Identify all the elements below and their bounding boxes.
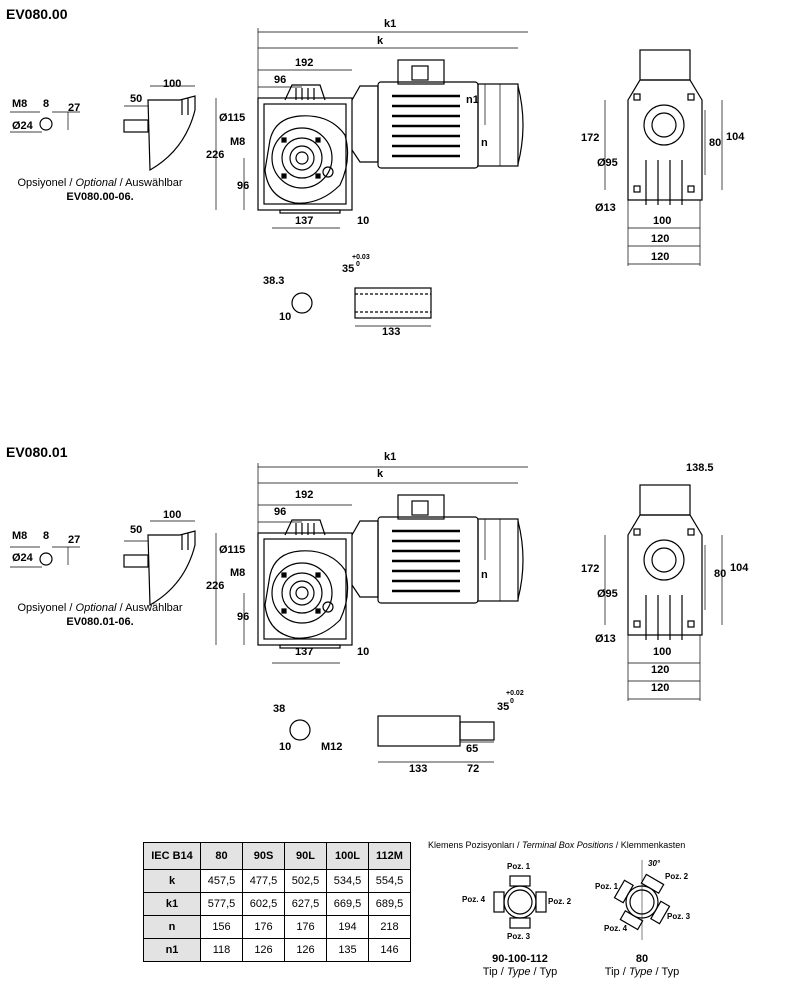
- tip-en: Type: [506, 966, 531, 978]
- table-header: 90L: [285, 843, 327, 870]
- position-label: Poz. 1: [595, 882, 619, 891]
- dim-label: 80: [714, 568, 727, 580]
- tolerance-upper: +0.03: [352, 254, 370, 261]
- dim-label: 137: [295, 215, 314, 227]
- tip-de: / Typ: [652, 966, 680, 978]
- dim-label: Ø115: [219, 112, 246, 124]
- tolerance-lower: 0: [510, 698, 514, 705]
- dim-label: 27: [68, 534, 81, 546]
- optional-caption: [0, 601, 200, 629]
- dim-label: 120: [651, 251, 670, 263]
- dim-label: 120: [651, 664, 670, 676]
- dim-label: 133: [409, 763, 428, 775]
- dim-label: 104: [726, 131, 745, 143]
- hollow-shaft-drawing: [292, 288, 431, 326]
- position-label: Poz. 4: [604, 924, 628, 933]
- caption-en: Optional: [75, 177, 117, 189]
- dim-label: Ø24: [12, 120, 33, 132]
- cell: 146: [369, 939, 411, 962]
- table-row: [144, 893, 411, 916]
- tip-de: / Typ: [530, 966, 558, 978]
- dim-label: 35: [497, 701, 510, 713]
- dim-label: 35: [342, 263, 355, 275]
- dim-label: 226: [206, 149, 225, 161]
- table-header-row: [144, 843, 411, 870]
- row-label: n1: [144, 939, 201, 962]
- ev08000-drawing: [10, 28, 722, 266]
- dim-label: Ø24: [12, 552, 33, 564]
- dim-label: 172: [581, 563, 600, 575]
- type-code: 80: [635, 953, 649, 965]
- cell: 176: [285, 916, 327, 939]
- position-label: Poz. 4: [462, 895, 486, 904]
- angle-label: 30°: [648, 859, 661, 868]
- dim-label: 226: [206, 580, 225, 592]
- dim-label: 192: [295, 57, 314, 69]
- dim-label: M8: [230, 136, 246, 148]
- ev08001-drawing: [10, 463, 722, 701]
- dim-label: 10: [357, 215, 370, 227]
- cell: 689,5: [369, 893, 411, 916]
- dim-label: 38.3: [263, 275, 285, 287]
- caption-code: EV080.00-06.: [66, 191, 134, 203]
- cell: 627,5: [285, 893, 327, 916]
- caption-de: / Auswählbar: [116, 602, 183, 614]
- dim-label: 80: [709, 137, 722, 149]
- dim-label: 72: [467, 763, 480, 775]
- title-tr: Klemens Pozisyonları /: [428, 840, 523, 850]
- dim-label: 100: [653, 646, 672, 658]
- tolerance-upper: +0.02: [506, 690, 524, 697]
- dim-label: 50: [130, 524, 143, 536]
- dim-label: 27: [68, 102, 81, 114]
- dim-label: M8: [230, 567, 246, 579]
- table-row: [144, 939, 411, 962]
- cell: 126: [285, 939, 327, 962]
- tip-tr: Tip /: [482, 966, 507, 978]
- cell: 118: [201, 939, 243, 962]
- terminal-box-diagrams: [494, 860, 678, 940]
- dim-label: M8: [12, 98, 28, 110]
- cell: 126: [243, 939, 285, 962]
- cell: 457,5: [201, 870, 243, 893]
- dim-label: 96: [274, 74, 287, 86]
- dim-label: 192: [295, 489, 314, 501]
- caption-tr: Opsiyonel /: [17, 177, 76, 189]
- dim-label: 137: [295, 646, 314, 658]
- iec-dimensions-table: [143, 842, 411, 962]
- table-header: 112M: [369, 843, 411, 870]
- cell: 194: [327, 916, 369, 939]
- table-header: IEC B14: [144, 843, 201, 870]
- table-header: 90S: [243, 843, 285, 870]
- terminal-box-title: [428, 840, 685, 850]
- solid-shaft-drawing: [290, 716, 494, 762]
- dim-label: n1: [466, 94, 479, 106]
- dim-label: 10: [279, 311, 292, 323]
- dim-label: 120: [651, 233, 670, 245]
- table-row: [144, 870, 411, 893]
- cell: 218: [369, 916, 411, 939]
- position-label: Poz. 2: [548, 897, 572, 906]
- dim-label: k: [377, 468, 384, 480]
- cell: 554,5: [369, 870, 411, 893]
- dim-label: 120: [651, 682, 670, 694]
- cell: 502,5: [285, 870, 327, 893]
- dim-label: Ø13: [595, 633, 616, 645]
- table-header: 100L: [327, 843, 369, 870]
- caption-code: EV080.01-06.: [66, 616, 134, 628]
- type-code: 90-100-112: [492, 953, 548, 965]
- dim-label: M8: [12, 530, 28, 542]
- caption-tr: Opsiyonel /: [17, 602, 76, 614]
- dim-label: 50: [130, 93, 143, 105]
- dim-label: Ø95: [597, 157, 618, 169]
- tolerance-lower: 0: [356, 261, 360, 268]
- section-title: EV080.00: [6, 6, 68, 22]
- section-title: EV080.01: [6, 444, 68, 460]
- row-label: k: [144, 870, 201, 893]
- cell: 602,5: [243, 893, 285, 916]
- dim-label: k: [377, 35, 384, 47]
- row-label: n: [144, 916, 201, 939]
- dim-label: n: [481, 137, 488, 149]
- position-label: Poz. 3: [507, 932, 531, 941]
- dim-label: 138.5: [686, 462, 714, 474]
- dim-label: 172: [581, 132, 600, 144]
- cell: 156: [201, 916, 243, 939]
- dim-label: 100: [163, 78, 182, 90]
- tip-tr: Tip /: [604, 966, 629, 978]
- dim-label: 10: [357, 646, 370, 658]
- cell: 135: [327, 939, 369, 962]
- dim-label: 133: [382, 326, 401, 338]
- table-row: [144, 916, 411, 939]
- dim-label: 38: [273, 703, 286, 715]
- cell: 176: [243, 916, 285, 939]
- position-label: Poz. 3: [667, 912, 691, 921]
- dim-label: 96: [237, 611, 250, 623]
- dim-label: 104: [730, 562, 749, 574]
- dim-label: Ø95: [597, 588, 618, 600]
- position-label: Poz. 1: [507, 862, 531, 871]
- dim-label: k1: [384, 18, 397, 30]
- dim-label: k1: [384, 451, 397, 463]
- cell: 534,5: [327, 870, 369, 893]
- tip-en: Type: [628, 966, 653, 978]
- type-caption: [470, 953, 570, 979]
- caption-de: / Auswählbar: [116, 177, 183, 189]
- optional-caption: [0, 176, 200, 204]
- title-de: / Klemmenkasten: [613, 840, 686, 850]
- dim-label: M12: [321, 741, 343, 753]
- dim-label: 8: [43, 530, 50, 542]
- type-caption: [592, 953, 692, 979]
- dim-label: 100: [163, 509, 182, 521]
- dim-label: 96: [274, 506, 287, 518]
- title-en: Terminal Box Positions: [522, 840, 614, 850]
- dim-label: 100: [653, 215, 672, 227]
- dim-label: 96: [237, 180, 250, 192]
- row-label: k1: [144, 893, 201, 916]
- dim-label: Ø13: [595, 202, 616, 214]
- cell: 577,5: [201, 893, 243, 916]
- caption-en: Optional: [75, 602, 117, 614]
- dim-label: 10: [279, 741, 292, 753]
- table-header: 80: [201, 843, 243, 870]
- position-label: Poz. 2: [665, 872, 689, 881]
- dim-label: 65: [466, 743, 479, 755]
- dim-label: n: [481, 569, 488, 581]
- dim-label: 8: [43, 98, 50, 110]
- cell: 669,5: [327, 893, 369, 916]
- dim-label: Ø115: [219, 544, 246, 556]
- cell: 477,5: [243, 870, 285, 893]
